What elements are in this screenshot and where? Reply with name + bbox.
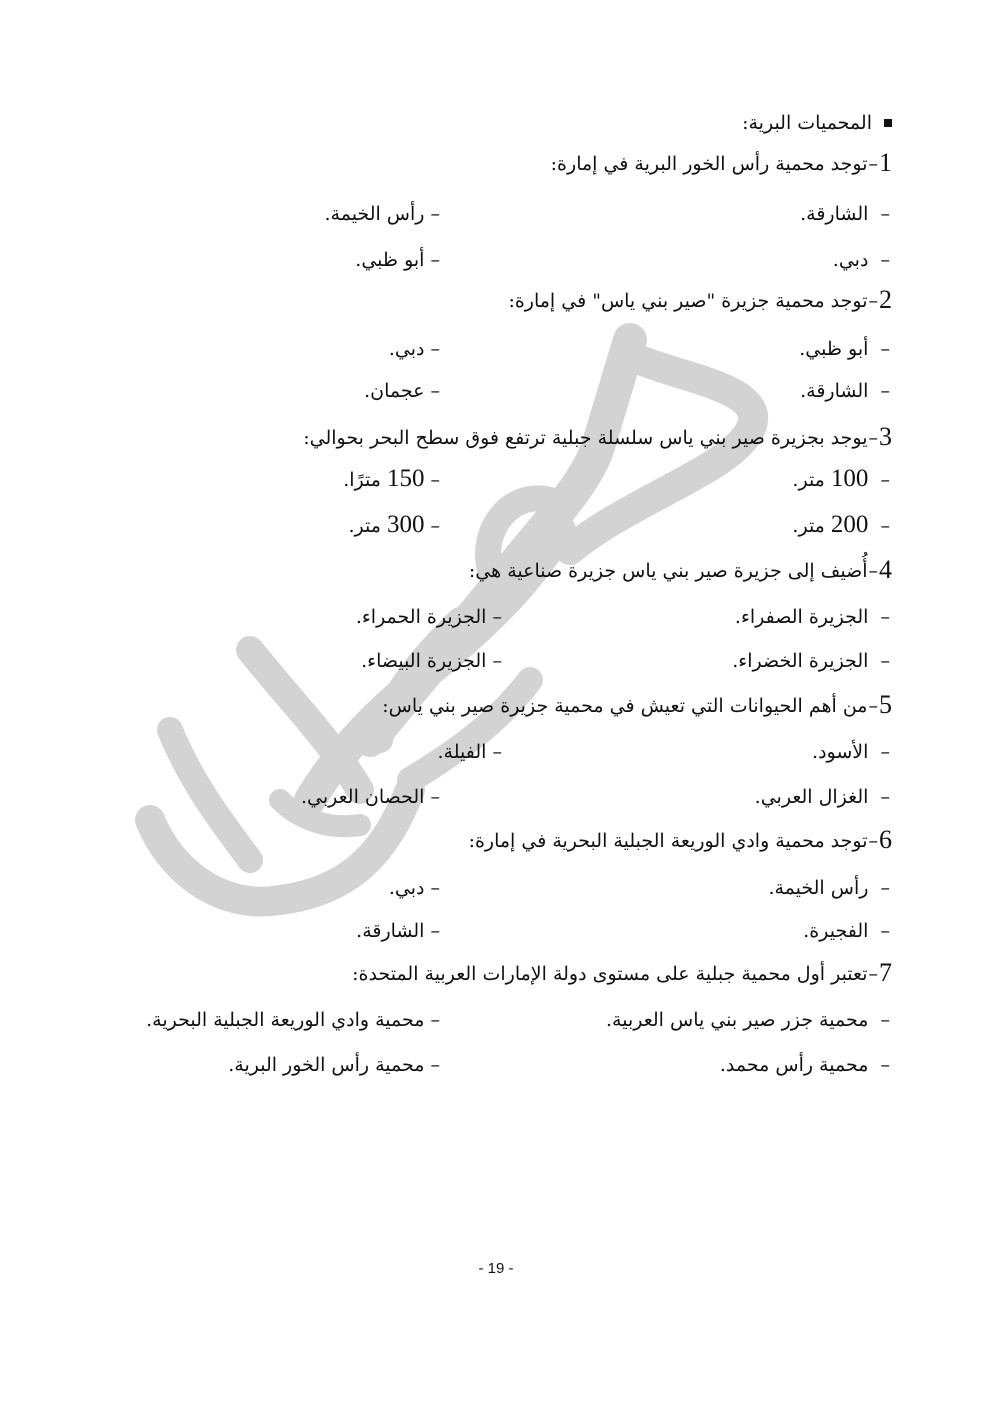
option-4a: – الجزيرة الصفراء. — [734, 606, 890, 628]
option-5a: – الأسود. — [812, 741, 890, 763]
question-number: 7 — [879, 958, 892, 987]
option-3d: – 300 متر. — [348, 511, 440, 538]
question-1: 1–توجد محمية رأس الخور البرية في إمارة: — [550, 148, 892, 177]
question-number: 5 — [879, 690, 892, 719]
option-7a: – محمية جزر صير بني ياس العربية. — [606, 1009, 890, 1031]
option-3a: – 100 متر. — [792, 465, 890, 492]
question-text: توجد محمية رأس الخور البرية في إمارة: — [550, 153, 868, 175]
option-7c: – محمية رأس محمد. — [719, 1054, 890, 1076]
question-text: تعتبر أول محمية جبلية على مستوى دولة الإمارات العربية المتحدة: — [352, 963, 868, 985]
option-1d: – أبو ظبي. — [355, 249, 440, 271]
option-2c: – الشارقة. — [800, 380, 890, 402]
question-number: 1 — [879, 148, 892, 177]
option-6d: – الشارقة. — [356, 920, 440, 942]
option-4b: – الجزيرة الحمراء. — [355, 606, 502, 628]
question-4: 4–أُضيف إلى جزيرة صير بني ياس جزيرة صناعية هي: — [468, 555, 892, 584]
question-text: يوجد بجزيرة صير بني ياس سلسلة جبلية ترتفع فوق سطح البحر بحوالي: — [303, 427, 868, 449]
option-2b: – دبي. — [388, 338, 440, 360]
option-7d: – محمية رأس الخور البرية. — [228, 1054, 440, 1076]
section-heading-text: المحميات البرية: — [742, 112, 872, 134]
question-text: توجد محمية وادي الوريعة الجبلية البحرية في إمارة: — [468, 830, 868, 852]
question-number: 2 — [879, 285, 892, 314]
option-4d: – الجزيرة البيضاء. — [361, 650, 502, 672]
option-1b: – رأس الخيمة. — [324, 203, 440, 225]
option-3b: – 150 مترًا. — [343, 465, 440, 492]
option-1a: – الشارقة. — [800, 203, 890, 225]
question-number: 3 — [879, 422, 892, 451]
question-3: 3–يوجد بجزيرة صير بني ياس سلسلة جبلية ترتفع فوق سطح البحر بحوالي: — [303, 422, 892, 451]
square-bullet-icon — [884, 119, 892, 127]
option-2a: – أبو ظبي. — [799, 338, 890, 360]
option-4c: – الجزيرة الخضراء. — [732, 650, 890, 672]
option-3c: – 200 متر. — [792, 511, 890, 538]
question-text: أُضيف إلى جزيرة صير بني ياس جزيرة صناعية هي: — [468, 560, 868, 582]
option-6c: – الفجيرة. — [803, 920, 890, 942]
option-1c: – دبي. — [832, 249, 890, 271]
option-6a: – رأس الخيمة. — [768, 877, 890, 899]
question-7: 7–تعتبر أول محمية جبلية على مستوى دولة الإمارات العربية المتحدة: — [352, 958, 892, 987]
question-5: 5–من أهم الحيوانات التي تعيش في محمية جزيرة صير بني ياس: — [382, 690, 892, 719]
option-7b: – محمية وادي الوريعة الجبلية البحرية. — [146, 1009, 440, 1031]
question-6: 6–توجد محمية وادي الوريعة الجبلية البحرية في إمارة: — [468, 825, 892, 854]
option-5c: – الغزال العربي. — [754, 786, 890, 808]
question-2: 2–توجد محمية جزيرة "صير بني ياس" في إمارة: — [508, 285, 892, 314]
question-text: توجد محمية جزيرة "صير بني ياس" في إمارة: — [508, 290, 868, 312]
option-5b: – الفيلة. — [437, 741, 502, 763]
question-number: 4 — [879, 555, 892, 584]
page-number: - 19 - — [478, 1260, 514, 1277]
section-heading — [742, 109, 892, 137]
option-6b: – دبي. — [388, 877, 440, 899]
option-2d: – عجمان. — [364, 380, 440, 402]
question-number: 6 — [879, 825, 892, 854]
question-text: من أهم الحيوانات التي تعيش في محمية جزيرة صير بني ياس: — [382, 695, 868, 717]
option-5d: – الحصان العربي. — [300, 786, 440, 808]
